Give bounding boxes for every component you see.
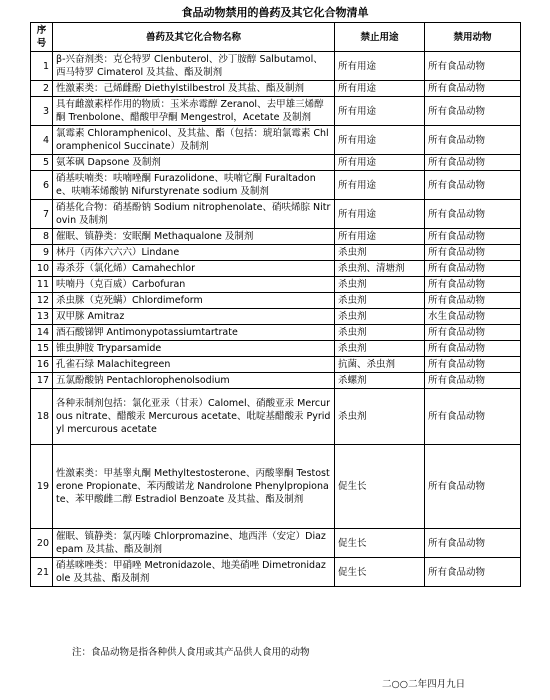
row-number: 13 <box>31 309 53 325</box>
compound-name: 催眠、镇静类：氯丙嗪 Chlorpromazine、地西泮（安定）Diazepam 及其盐、酯及制剂 <box>53 529 335 558</box>
prohibited-animals: 所有食品动物 <box>425 126 521 155</box>
table-row <box>31 52 521 81</box>
row-number: 16 <box>31 357 53 373</box>
table-row <box>31 126 521 155</box>
table-body <box>31 52 521 587</box>
compound-name: 性激素类：甲基睾丸酮 Methyltestosterone、丙酸睾酮 Testosterone Propionate、苯丙酸诺龙 Nandrolone Phenylpropionate、苯甲酸雌二醇 Estradiol Benzoate 及其盐、酯及制剂 <box>53 445 335 529</box>
prohibited-use: 所有用途 <box>335 200 425 229</box>
row-number: 7 <box>31 200 53 229</box>
row-number: 9 <box>31 245 53 261</box>
compound-name: 硝基呋喃类：呋喃唑酮 Furazolidone、呋喃它酮 Furaltadone、呋喃苯烯酸钠 Nifurstyrenate sodium 及制剂 <box>53 171 335 200</box>
table-row <box>31 389 521 445</box>
table-row <box>31 97 521 126</box>
compound-name: 硝基咪唑类：甲硝唑 Metronidazole、地美硝唑 Dimetronidazole 及其盐、酯及制剂 <box>53 558 335 587</box>
prohibited-use: 所有用途 <box>335 52 425 81</box>
table-row <box>31 357 521 373</box>
compound-name: 呋喃丹（克百威）Carbofuran <box>53 277 335 293</box>
table-row <box>31 529 521 558</box>
compound-name: 催眠、镇静类：安眠酮 Methaqualone 及制剂 <box>53 229 335 245</box>
table-row <box>31 341 521 357</box>
prohibited-use: 杀螺剂 <box>335 373 425 389</box>
prohibited-animals: 所有食品动物 <box>425 261 521 277</box>
row-number: 15 <box>31 341 53 357</box>
header-name: 兽药及其它化合物名称 <box>53 23 335 52</box>
banned-drugs-table <box>30 22 521 587</box>
row-number: 5 <box>31 155 53 171</box>
header-prohibited-animals: 禁用动物 <box>425 23 521 52</box>
prohibited-animals: 水生食品动物 <box>425 309 521 325</box>
table-row <box>31 309 521 325</box>
footnote: 注：食品动物是指各种供人食用或其产品供人食用的动物 <box>72 647 310 658</box>
prohibited-use: 杀虫剂 <box>335 389 425 445</box>
table-row <box>31 81 521 97</box>
row-number: 21 <box>31 558 53 587</box>
table-row <box>31 558 521 587</box>
prohibited-use: 杀虫剂 <box>335 245 425 261</box>
prohibited-use: 杀虫剂 <box>335 341 425 357</box>
prohibited-use: 抗菌、杀虫剂 <box>335 357 425 373</box>
document-title: 食品动物禁用的兽药及其它化合物清单 <box>181 6 369 19</box>
compound-name: 氯霉素 Chloramphenicol、及其盐、酯（包括：琥珀氯霉素 Chloramphenicol Succinate）及制剂 <box>53 126 335 155</box>
prohibited-use: 促生长 <box>335 558 425 587</box>
row-number: 6 <box>31 171 53 200</box>
issue-date: 二○○二年四月九日 <box>382 679 466 690</box>
prohibited-animals: 所有食品动物 <box>425 171 521 200</box>
compound-name: 毒杀芬（氯化烯）Camahechlor <box>53 261 335 277</box>
table-row <box>31 325 521 341</box>
compound-name: 锥虫胂胺 Tryparsamide <box>53 341 335 357</box>
prohibited-use: 促生长 <box>335 529 425 558</box>
prohibited-animals: 所有食品动物 <box>425 325 521 341</box>
prohibited-animals: 所有食品动物 <box>425 200 521 229</box>
prohibited-use: 所有用途 <box>335 171 425 200</box>
header-prohibited-use: 禁止用途 <box>335 23 425 52</box>
prohibited-use: 杀虫剂 <box>335 309 425 325</box>
prohibited-use: 所有用途 <box>335 229 425 245</box>
prohibited-animals: 所有食品动物 <box>425 97 521 126</box>
row-number: 17 <box>31 373 53 389</box>
compound-name: β-兴奋剂类：克仑特罗 Clenbuterol、沙丁胺醇 Salbutamol、西马特罗 Cimaterol 及其盐、酯及制剂 <box>53 52 335 81</box>
prohibited-animals: 所有食品动物 <box>425 357 521 373</box>
compound-name: 林丹（丙体六六六）Lindane <box>53 245 335 261</box>
prohibited-animals: 所有食品动物 <box>425 81 521 97</box>
compound-name: 具有雌激素样作用的物质：玉米赤霉醇 Zeranol、去甲雄三烯醇酮 Trenbolone、醋酸甲孕酮 Mengestrol，Acetate 及制剂 <box>53 97 335 126</box>
compound-name: 双甲脒 Amitraz <box>53 309 335 325</box>
prohibited-animals: 所有食品动物 <box>425 389 521 445</box>
table-row <box>31 245 521 261</box>
row-number: 2 <box>31 81 53 97</box>
prohibited-use: 杀虫剂、清塘剂 <box>335 261 425 277</box>
table-row <box>31 155 521 171</box>
compound-name: 杀虫脒（克死螨）Chlordimeform <box>53 293 335 309</box>
prohibited-use: 所有用途 <box>335 97 425 126</box>
prohibited-animals: 所有食品动物 <box>425 277 521 293</box>
compound-name: 性激素类：己烯雌酚 Diethylstilbestrol 及其盐、酯及制剂 <box>53 81 335 97</box>
prohibited-animals: 所有食品动物 <box>425 155 521 171</box>
prohibited-animals: 所有食品动物 <box>425 445 521 529</box>
prohibited-animals: 所有食品动物 <box>425 373 521 389</box>
row-number: 8 <box>31 229 53 245</box>
table-row <box>31 277 521 293</box>
compound-name: 五氯酚酸钠 Pentachlorophenolsodium <box>53 373 335 389</box>
row-number: 1 <box>31 52 53 81</box>
prohibited-animals: 所有食品动物 <box>425 52 521 81</box>
table-row <box>31 373 521 389</box>
prohibited-animals: 所有食品动物 <box>425 293 521 309</box>
prohibited-use: 促生长 <box>335 445 425 529</box>
table-row <box>31 445 521 529</box>
compound-name: 各种汞制剂包括：氯化亚汞（甘汞）Calomel、硝酸亚汞 Mercurous nitrate、醋酸汞 Mercurous acetate、吡啶基醋酸汞 Pyridyl mercurous acetate <box>53 389 335 445</box>
prohibited-use: 杀虫剂 <box>335 277 425 293</box>
row-number: 11 <box>31 277 53 293</box>
row-number: 3 <box>31 97 53 126</box>
table-row <box>31 229 521 245</box>
prohibited-animals: 所有食品动物 <box>425 529 521 558</box>
prohibited-animals: 所有食品动物 <box>425 558 521 587</box>
row-number: 12 <box>31 293 53 309</box>
compound-name: 硝基化合物：硝基酚钠 Sodium nitrophenolate、硝呋烯腙 Nitrovin 及制剂 <box>53 200 335 229</box>
header-number: 序号 <box>31 23 53 52</box>
prohibited-use: 所有用途 <box>335 81 425 97</box>
prohibited-animals: 所有食品动物 <box>425 341 521 357</box>
prohibited-use: 杀虫剂 <box>335 325 425 341</box>
row-number: 20 <box>31 529 53 558</box>
prohibited-animals: 所有食品动物 <box>425 229 521 245</box>
row-number: 14 <box>31 325 53 341</box>
compound-name: 酒石酸锑钾 Antimonypotassiumtartrate <box>53 325 335 341</box>
compound-name: 孔雀石绿 Malachitegreen <box>53 357 335 373</box>
table-row <box>31 261 521 277</box>
compound-name: 氨苯砜 Dapsone 及制剂 <box>53 155 335 171</box>
table-header-row <box>31 23 521 52</box>
row-number: 4 <box>31 126 53 155</box>
table-row <box>31 200 521 229</box>
prohibited-use: 所有用途 <box>335 126 425 155</box>
prohibited-use: 杀虫剂 <box>335 293 425 309</box>
table-row <box>31 171 521 200</box>
row-number: 10 <box>31 261 53 277</box>
row-number: 19 <box>31 445 53 529</box>
row-number: 18 <box>31 389 53 445</box>
prohibited-use: 所有用途 <box>335 155 425 171</box>
prohibited-animals: 所有食品动物 <box>425 245 521 261</box>
table-row <box>31 293 521 309</box>
